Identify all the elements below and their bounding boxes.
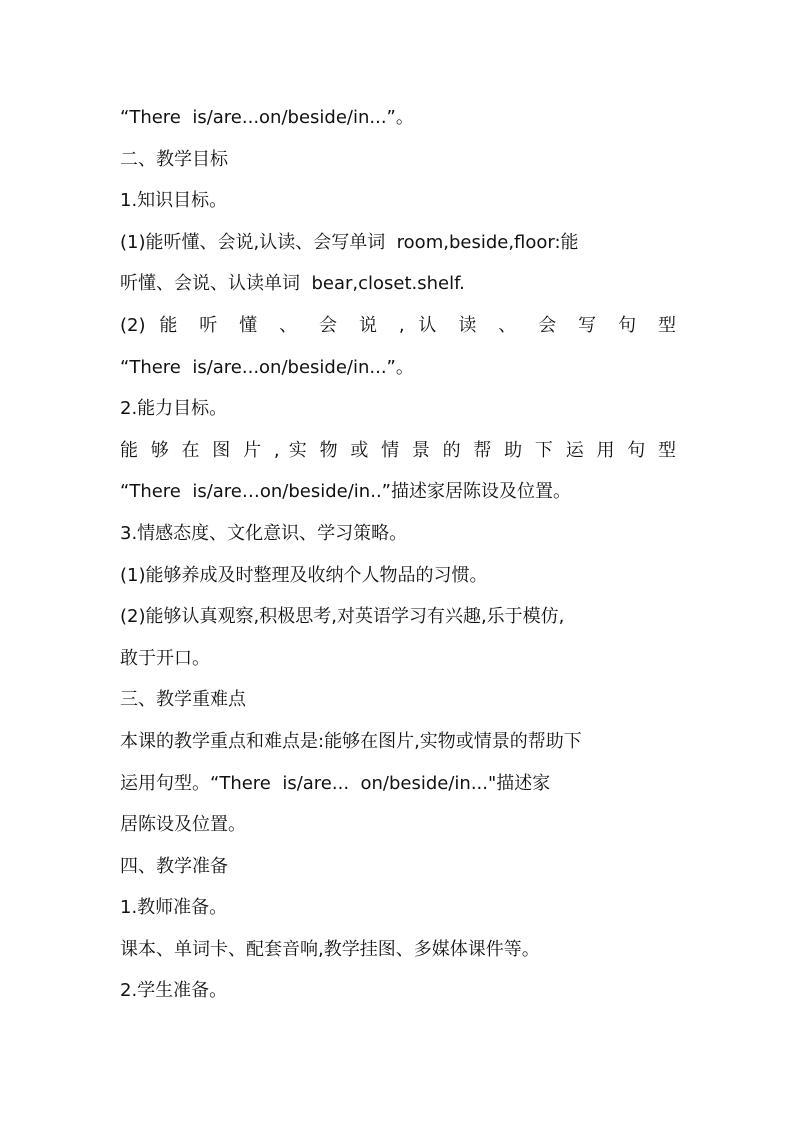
text-line-14: 敢于开口。 [120, 647, 210, 669]
section-heading-key-points: 三、教学重难点 [120, 689, 246, 711]
text-line-1: “There is/are...on/beside/in...”。 [120, 107, 414, 128]
document-body [120, 97, 676, 1012]
subheading-student-preparation: 2.学生准备。 [120, 980, 228, 1002]
text-line-9: 能 够 在 图 片 , 实 物 或 情 景 的 帮 助 下 运 用 句 型 [120, 439, 676, 461]
text-line-21: 课本、单词卡、配套音响,教学挂图、多媒体课件等。 [120, 938, 540, 960]
text-line-13: (2)能够认真观察,积极思考,对英语学习有兴趣,乐于模仿, [120, 606, 565, 628]
subheading-knowledge-objectives: 1.知识目标。 [120, 190, 228, 212]
text-line-4: (1)能听懂、会说,认读、会写单词 room,beside,floor:能 [120, 231, 579, 253]
section-heading-preparation: 四、教学准备 [120, 855, 228, 877]
text-line-17: 运用句型。“There is/are... on/beside/in..."描述家 [120, 772, 551, 794]
text-line-10: “There is/are…on/beside/in..”描述家居陈设及位置。 [120, 481, 571, 503]
subheading-teacher-preparation: 1.教师准备。 [120, 897, 228, 919]
subheading-attitude-culture-strategy: 3.情感态度、文化意识、学习策略。 [120, 522, 408, 544]
section-heading-objectives: 二、教学目标 [120, 148, 228, 170]
text-line-7: “There is/are...on/beside/in...”。 [120, 356, 414, 378]
text-line-12: (1)能够养成及时整理及收纳个人物品的习惯。 [120, 564, 488, 586]
text-line-5: 听懂、会说、认读单词 bear,closet.shelf. [120, 273, 465, 295]
subheading-ability-objectives: 2.能力目标。 [120, 398, 228, 420]
text-line-6: (2) 能 听 懂 、 会 说 , 认 读 、 会 写 句 型 [120, 314, 676, 336]
text-line-18: 居陈设及位置。 [120, 814, 246, 836]
text-line-16: 本课的教学重点和难点是:能够在图片,实物或情景的帮助下 [120, 730, 582, 752]
